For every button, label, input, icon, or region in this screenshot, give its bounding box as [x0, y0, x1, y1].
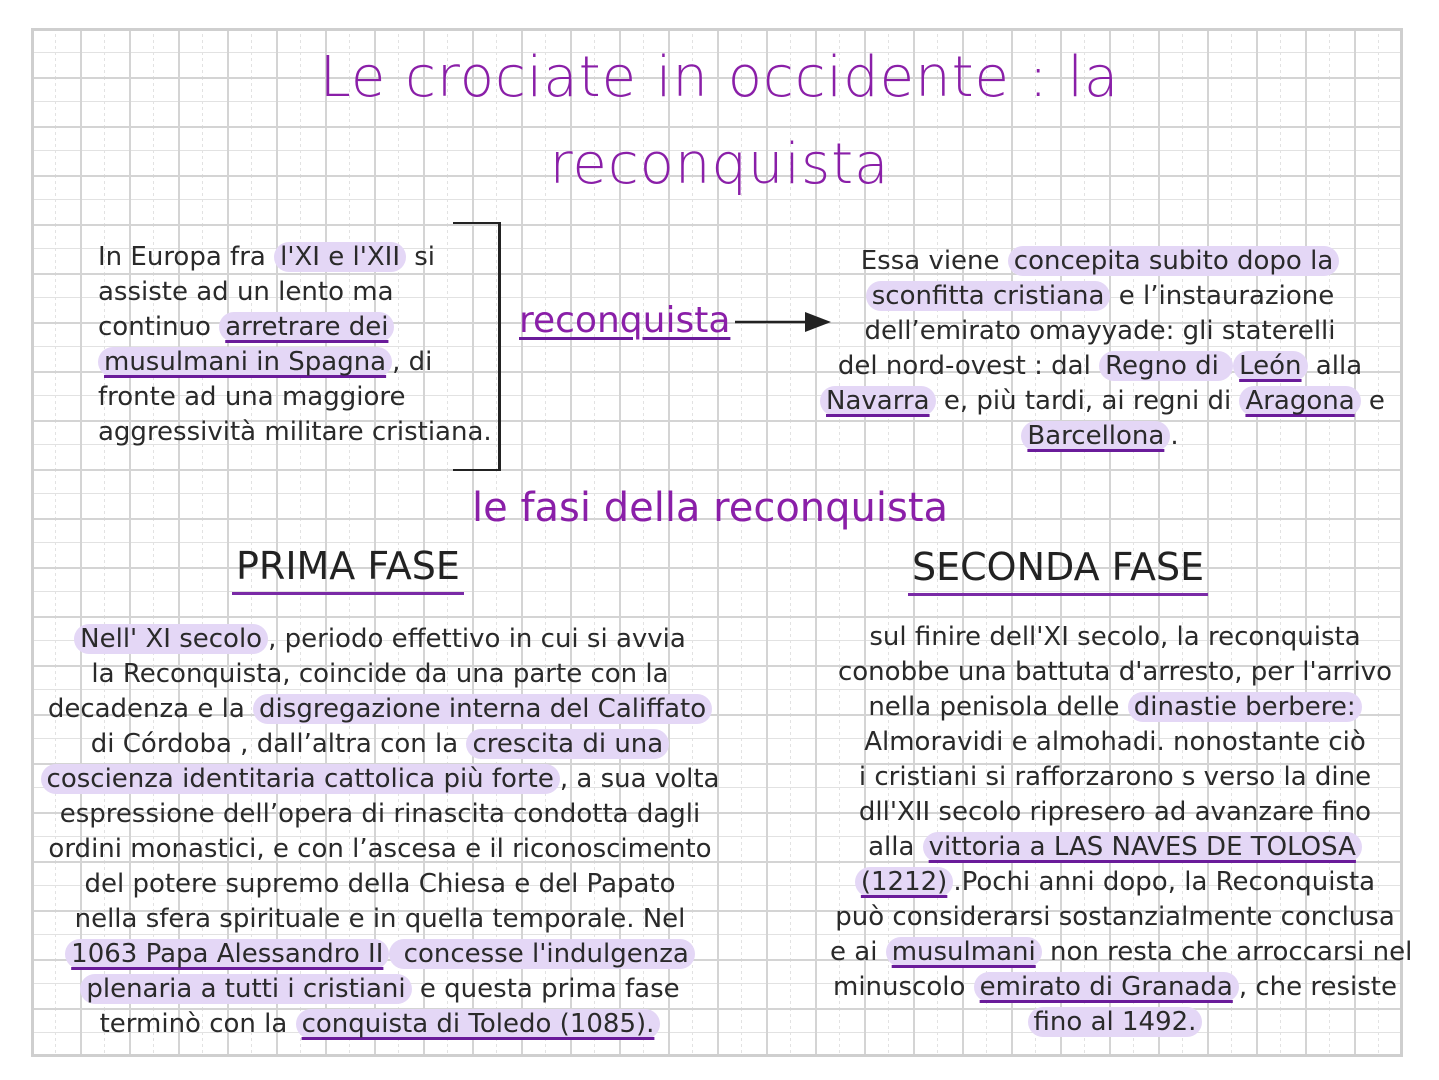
- text-line: [830, 1005, 1400, 1040]
- text-segment: , a sua volta: [559, 764, 720, 794]
- text-line: [40, 972, 720, 1007]
- text-line: [40, 1007, 720, 1042]
- text-segment: del potere supremo della Chiesa e del Papato: [84, 869, 676, 899]
- text-segment: minuscolo: [833, 972, 974, 1002]
- text-line: [830, 935, 1413, 970]
- highlighted-text: León: [1233, 351, 1307, 381]
- highlighted-text: coscienza identitaria cattolica più forte: [41, 764, 560, 794]
- text-segment: e ai: [830, 937, 886, 967]
- text-line: [830, 970, 1400, 1005]
- text-line: [830, 900, 1400, 935]
- text-line: [40, 762, 720, 797]
- text-segment: dll'XII secolo ripresero ad avanzare fino: [858, 797, 1372, 827]
- text-line: [98, 380, 492, 415]
- text-line: [830, 725, 1400, 760]
- text-line: [98, 275, 492, 310]
- title-line-2: reconquista: [549, 132, 890, 197]
- highlighted-text: l'XI e l'XII: [274, 242, 406, 272]
- text-line: [40, 622, 720, 657]
- phase2-title: SECONDA FASE: [908, 545, 1208, 596]
- text-line: [98, 415, 492, 450]
- text-segment: fronte ad una maggiore: [98, 382, 406, 412]
- text-line: [40, 832, 720, 867]
- title-line-1: Le crociate in occidente : la: [319, 45, 1120, 110]
- text-segment: aggressività militare cristiana.: [98, 417, 492, 447]
- highlighted-text: dinastie berbere:: [1128, 692, 1362, 722]
- highlighted-text: plenaria a tutti i cristiani: [80, 974, 411, 1004]
- highlighted-text: Nell' XI secolo: [74, 624, 268, 654]
- text-line: [98, 240, 492, 275]
- text-line: [40, 692, 720, 727]
- text-line: [830, 760, 1400, 795]
- highlighted-text: concepita subito dopo la: [1008, 246, 1339, 276]
- highlighted-text: Barcellona: [1021, 421, 1170, 451]
- phase1-paragraph: [40, 622, 720, 1042]
- text-segment: non resta che arroccarsi nel: [1041, 937, 1413, 967]
- text-line: [820, 384, 1385, 419]
- center-term: reconquista: [519, 300, 731, 341]
- highlighted-text: concesse l'indulgenza: [389, 939, 694, 969]
- phase1-title: PRIMA FASE: [232, 544, 464, 595]
- text-segment: i cristiani si rafforzarono s verso la dine: [858, 762, 1372, 792]
- highlighted-text: 1063 Papa Alessandro II: [65, 939, 389, 969]
- highlighted-text: musulmani: [886, 937, 1042, 967]
- text-line: [820, 244, 1380, 279]
- highlighted-text: musulmani in Spagna: [98, 347, 392, 377]
- highlighted-text: Regno di: [1099, 351, 1233, 381]
- highlighted-text: crescita di una: [466, 729, 669, 759]
- text-segment: decadenza e la: [47, 694, 254, 724]
- text-segment: .: [1170, 421, 1179, 451]
- text-segment: ordini monastici, e con l’ascesa e il riconoscimento: [48, 834, 712, 864]
- bracket: [453, 222, 501, 471]
- highlighted-text: Navarra: [820, 386, 936, 416]
- text-line: [40, 727, 720, 762]
- text-segment: .Pochi anni dopo, la Reconquista: [953, 867, 1376, 897]
- highlighted-text: conquista di Toledo (1085).: [296, 1009, 661, 1039]
- text-segment: In Europa fra: [98, 242, 275, 272]
- highlighted-text: (1212): [855, 867, 953, 897]
- highlighted-text: sconfitta cristiana: [866, 281, 1111, 311]
- text-line: [830, 830, 1400, 865]
- highlighted-text: emirato di Granada: [974, 972, 1239, 1002]
- text-segment: si: [406, 242, 436, 272]
- text-line: [830, 620, 1400, 655]
- text-line: [830, 690, 1400, 725]
- text-segment: continuo: [98, 312, 220, 342]
- highlighted-text: fino al 1492.: [1028, 1007, 1203, 1037]
- text-line: [40, 797, 720, 832]
- highlighted-text: arretrare dei: [219, 312, 394, 342]
- text-segment: conobbe una battuta d'arresto, per l'arrivo: [837, 657, 1392, 687]
- text-segment: , che resiste: [1238, 972, 1397, 1002]
- text-line: [820, 279, 1380, 314]
- highlighted-text: disgregazione interna del Califfato: [253, 694, 712, 724]
- text-segment: e: [1360, 386, 1385, 416]
- text-line: [830, 795, 1400, 830]
- intro-right-paragraph: [820, 244, 1385, 454]
- text-segment: assiste ad un lento ma: [98, 277, 394, 307]
- text-segment: la Reconquista, coincide da una parte con la: [91, 659, 669, 689]
- text-segment: terminò con la: [99, 1009, 296, 1039]
- text-segment: espressione dell’opera di rinascita condotta dagli: [59, 799, 701, 829]
- phase2-paragraph: [830, 620, 1413, 1040]
- text-segment: alla: [1307, 351, 1363, 381]
- text-segment: nella penisola delle: [868, 692, 1128, 722]
- text-line: [40, 867, 720, 902]
- text-segment: del nord-ovest : dal: [837, 351, 1100, 381]
- highlighted-text: vittoria a LAS NAVES DE TOLOSA: [923, 832, 1362, 862]
- text-segment: sul finire dell'XI secolo, la reconquista: [869, 622, 1361, 652]
- text-segment: Almoravidi e almohadi. nonostante ciò: [864, 727, 1366, 757]
- text-segment: dell’emirato omayyade: gli staterelli: [864, 316, 1336, 346]
- text-segment: e questa prima fase: [411, 974, 680, 1004]
- text-line: [820, 349, 1380, 384]
- phases-heading: le fasi della reconquista: [472, 485, 949, 531]
- text-line: [40, 937, 720, 972]
- text-segment: nella sfera spirituale e in quella temporale. Nel: [74, 904, 686, 934]
- highlighted-text: Aragona: [1239, 386, 1360, 416]
- text-segment: Essa viene: [860, 246, 1008, 276]
- text-segment: e l’instaurazione: [1110, 281, 1335, 311]
- text-segment: può considerarsi sostanzialmente conclusa: [835, 902, 1395, 932]
- text-line: [40, 657, 720, 692]
- text-segment: e, più tardi, ai regni di: [935, 386, 1240, 416]
- text-line: [820, 419, 1380, 454]
- text-segment: alla: [868, 832, 923, 862]
- text-line: [830, 865, 1400, 900]
- text-segment: , periodo effettivo in cui si avvia: [268, 624, 686, 654]
- text-line: [820, 314, 1380, 349]
- text-segment: , di: [392, 347, 433, 377]
- intro-left-paragraph: [98, 240, 492, 450]
- text-segment: di Córdoba , dall’altra con la: [90, 729, 467, 759]
- text-line: [40, 902, 720, 937]
- text-line: [98, 310, 492, 345]
- text-line: [830, 655, 1400, 690]
- text-line: [98, 345, 492, 380]
